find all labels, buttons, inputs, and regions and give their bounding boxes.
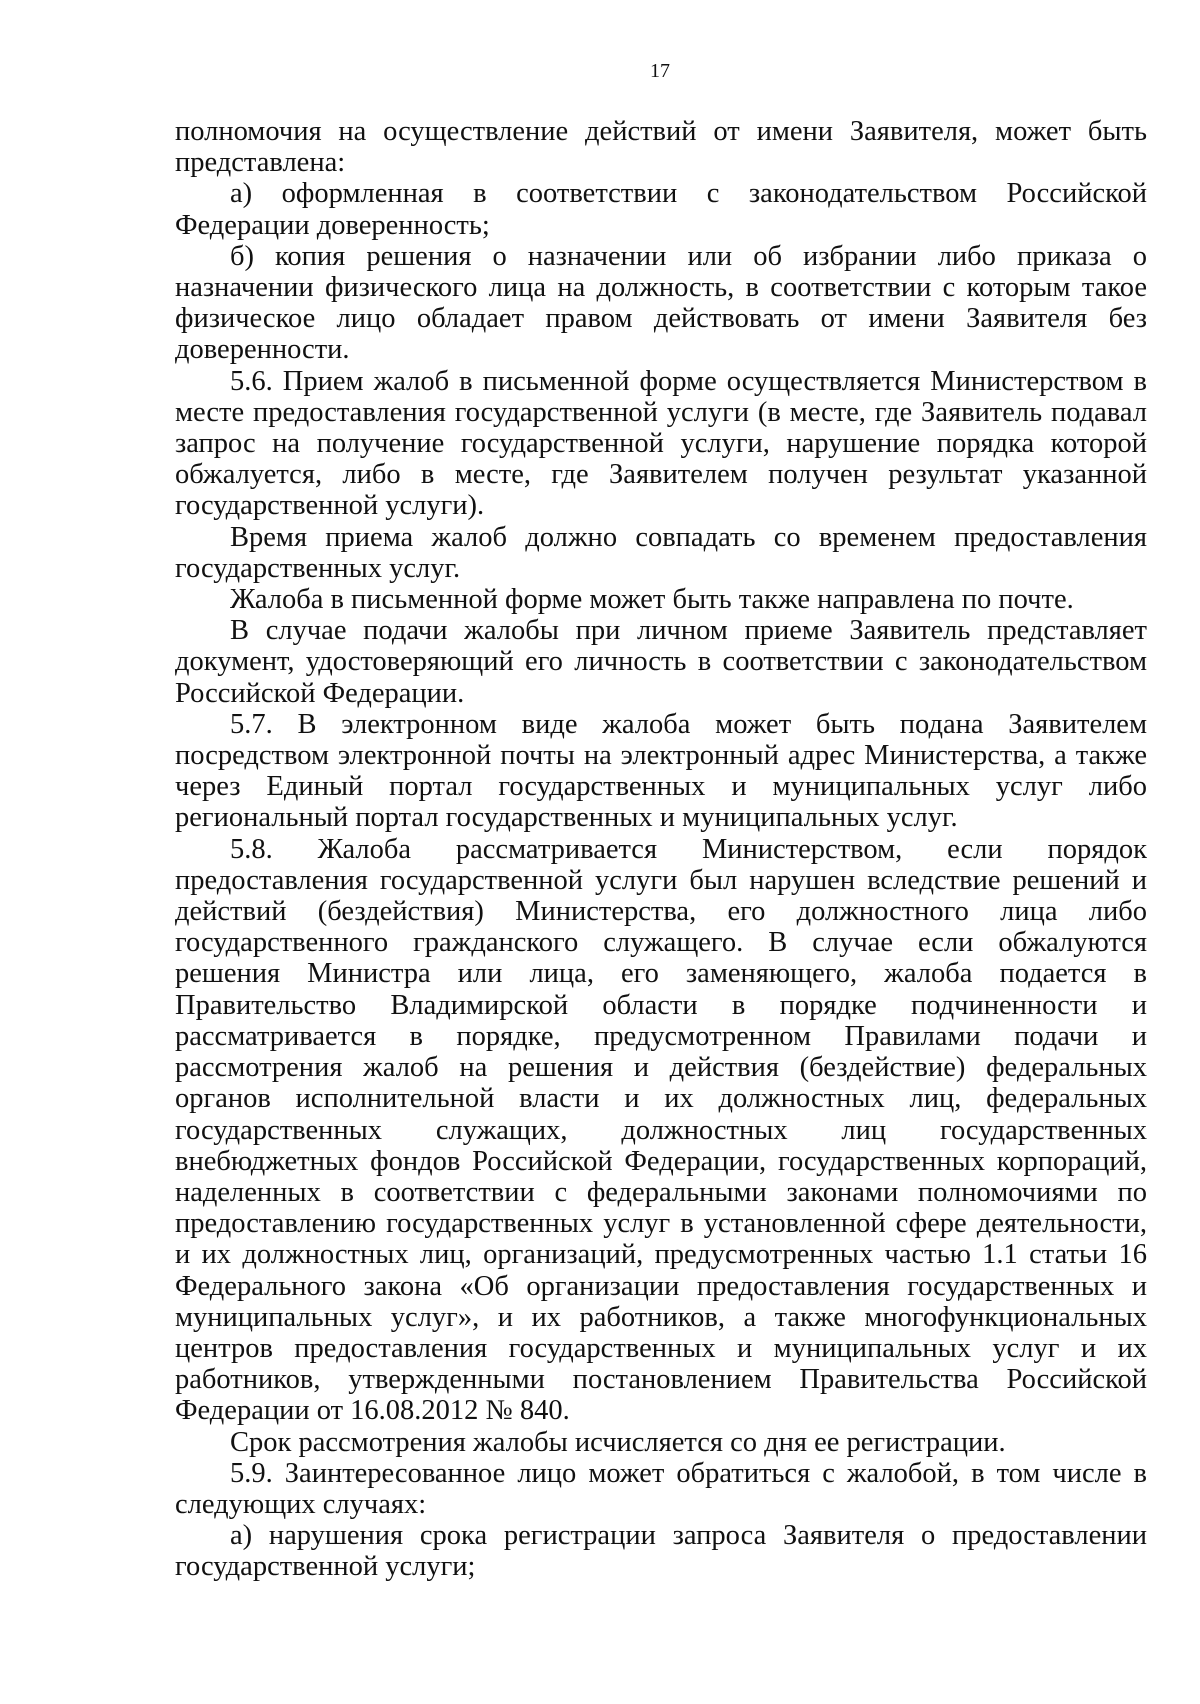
paragraph-reception-time: Время приема жалоб должно совпадать со временем предоставления государственных услуг. (175, 521, 1147, 584)
paragraph-5-8: 5.8. Жалоба рассматривается Министерством, если порядок предоставления государственной услуги был нарушен вследствие решений и действий (бездействия) Министерства, его должностного лица либо государственного гражданского служащего. В случае если обжалуются решения Министра или лица, его заменяющего, жалоба подается в Правительство Владимирской области в порядке подчиненности и рассматривается в порядке, предусмотренном Правилами подачи и рассмотрения жалоб на решения и действия (бездействие) федеральных органов исполнительной власти и их должностных лиц, федеральных государственных служащих, должностных лиц государственных внебюджетных фондов Российской Федерации, государственных корпораций, наделенных в соответствии с федеральными законами полномочиями по предоставлению государственных услуг в установленной сфере деятельности, и их должностных лиц, организаций, предусмотренных частью 1.1 статьи 16 Федерального закона «Об организации предоставления государственных и муниципальных услуг», и их работников, а также многофункциональных центров предоставления государственных и муниципальных услуг и их работников, утвержденными постановлением Правительства Российской Федерации от 16.08.2012 № 840. (175, 833, 1147, 1427)
paragraph-continuation: полномочия на осуществление действий от имени Заявителя, может быть представлена: (175, 116, 1147, 179)
paragraph-personal-reception: В случае подачи жалобы при личном приеме Заявитель представляет документ, удостоверяющий его личность в соответствии с законодательством Российской Федерации. (175, 615, 1147, 709)
paragraph-5-9: 5.9. Заинтересованное лицо может обратиться с жалобой, в том числе в следующих случаях: (175, 1457, 1147, 1520)
paragraph-item-b-decision-copy: б) копия решения о назначении или об избрании либо приказа о назначении физического лица на должность, в соответствии с которым такое физическое лицо обладает правом действовать от имени Заявителя без доверенности. (175, 240, 1147, 366)
paragraph-5-7: 5.7. В электронном виде жалоба может быть подана Заявителем посредством электронной почты на электронный адрес Министерства, а также через Единый портал государственных и муниципальных услуг либо региональный портал государственных и муниципальных услуг. (175, 708, 1147, 834)
document-body (175, 116, 1147, 1583)
paragraph-5-9-item-a: а) нарушения срока регистрации запроса Заявителя о предоставлении государственной услуги; (175, 1520, 1147, 1583)
paragraph-mail: Жалоба в письменной форме может быть также направлена по почте. (230, 584, 1074, 616)
paragraph-5-6: 5.6. Прием жалоб в письменной форме осуществляется Министерством в месте предоставления государственной услуги (в месте, где Заявитель подавал запрос на получение государственной услуги, нарушение порядка которой обжалуется, либо в месте, где Заявителем получен результат указанной государственной услуги). (175, 365, 1147, 522)
paragraph-item-a-power-of-attorney: а) оформленная в соответствии с законодательством Российской Федерации доверенность; (175, 178, 1147, 241)
paragraph-review-term: Срок рассмотрения жалобы исчисляется со дня ее регистрации. (230, 1426, 1006, 1458)
page-number: 17 (650, 60, 670, 82)
